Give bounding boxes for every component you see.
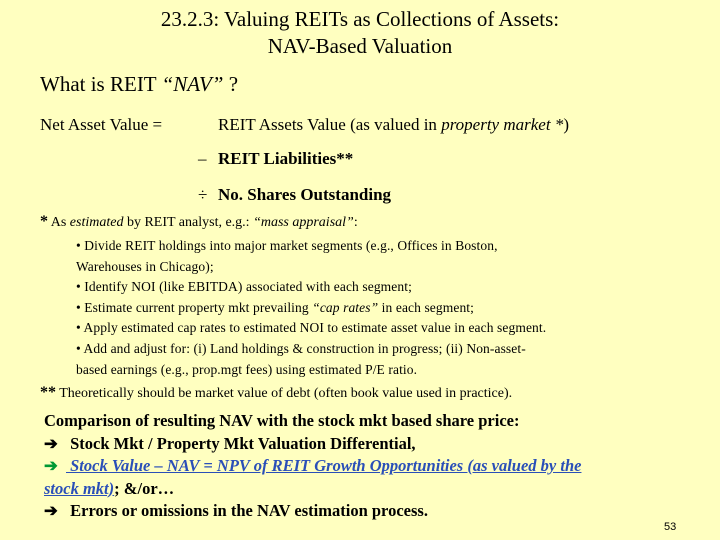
list-item: based earnings (e.g., prop.mgt fees) using estimated P/E ratio.: [76, 361, 418, 377]
list-item: • Apply estimated cap rates to estimated NOI to estimate asset value in each segment.: [76, 320, 547, 336]
comparison-item-continued: [44, 478, 644, 501]
item-2-text-c: ; &/or…: [114, 478, 175, 498]
formula-shares-line: [198, 185, 391, 205]
section-heading: [40, 72, 238, 97]
footnote-asterisk: [40, 213, 358, 231]
assets-suffix: ): [563, 115, 569, 134]
heading-prefix: What is REIT: [40, 72, 162, 96]
footnote-double-star: **: [40, 384, 56, 401]
list-item: • Divide REIT holdings into major market segments (e.g., Offices in Boston,: [76, 238, 498, 253]
slide-title: [0, 6, 720, 60]
fn2-text: Theoretically should be market value of debt (often book value used in practice).: [56, 386, 513, 401]
title-line-2: NAV-Based Valuation: [267, 34, 453, 58]
bullet-3-text: • Estimate current property mkt prevailing: [76, 299, 313, 315]
property-market-term: property market *: [441, 115, 564, 134]
page-number: 53: [664, 521, 677, 533]
comparison-section: [44, 410, 644, 523]
list-item: Warehouses in Chicago);: [76, 258, 214, 274]
comparison-item: [44, 455, 644, 478]
cap-rates-term: “cap rates”: [312, 299, 379, 315]
bullet-3-suffix: in each segment;: [378, 299, 474, 315]
appraisal-steps-list: [76, 236, 676, 380]
fn1-estimated: estimated: [69, 215, 124, 230]
nav-formula-label: Net Asset Value =: [40, 115, 163, 134]
formula-assets-line: [218, 115, 569, 135]
liabilities-text: REIT Liabilities**: [218, 149, 354, 168]
list-item: • Add and adjust for: (i) Land holdings & construction in progress; (ii) Non-asset-: [76, 340, 526, 356]
arrow-icon: ➔: [44, 501, 58, 520]
item-2-text-a: Stock Value – NAV = NPV of REIT Growth Opportunities (as valued by the: [66, 456, 582, 475]
minus-operator: –: [198, 149, 207, 168]
heading-nav-term: “NAV”: [161, 72, 224, 96]
title-line-1: 23.2.3: Valuing REITs as Collections of Assets:: [160, 7, 560, 31]
comparison-item: [44, 433, 644, 456]
fn1-text-a: As: [48, 215, 70, 230]
item-3-text: Errors or omissions in the NAV estimation process.: [66, 501, 428, 520]
footnote-star: *: [40, 213, 48, 230]
formula-liabilities-line: [198, 149, 353, 169]
arrow-icon: ➔: [44, 433, 58, 453]
arrow-icon: ➔: [44, 456, 58, 475]
comparison-heading: Comparison of resulting NAV with the stock mkt based share price:: [44, 411, 520, 430]
list-item: [76, 298, 676, 319]
fn1-text-c: :: [353, 215, 358, 230]
comparison-item: [44, 500, 644, 523]
list-item: • Identify NOI (like EBITDA) associated with each segment;: [76, 279, 412, 295]
footnote-double-asterisk: [40, 384, 512, 402]
divide-operator: ÷: [198, 185, 208, 204]
fn1-mass-appraisal: “mass appraisal”: [253, 215, 354, 230]
fn1-text-b: by REIT analyst, e.g.:: [123, 215, 254, 230]
item-1-text: Stock Mkt / Property Mkt Valuation Differential,: [66, 433, 416, 453]
assets-text: REIT Assets Value (as valued in: [218, 115, 442, 134]
shares-text: No. Shares Outstanding: [218, 185, 392, 204]
heading-suffix: ?: [223, 72, 239, 96]
item-2-text-b: stock mkt): [44, 478, 115, 498]
